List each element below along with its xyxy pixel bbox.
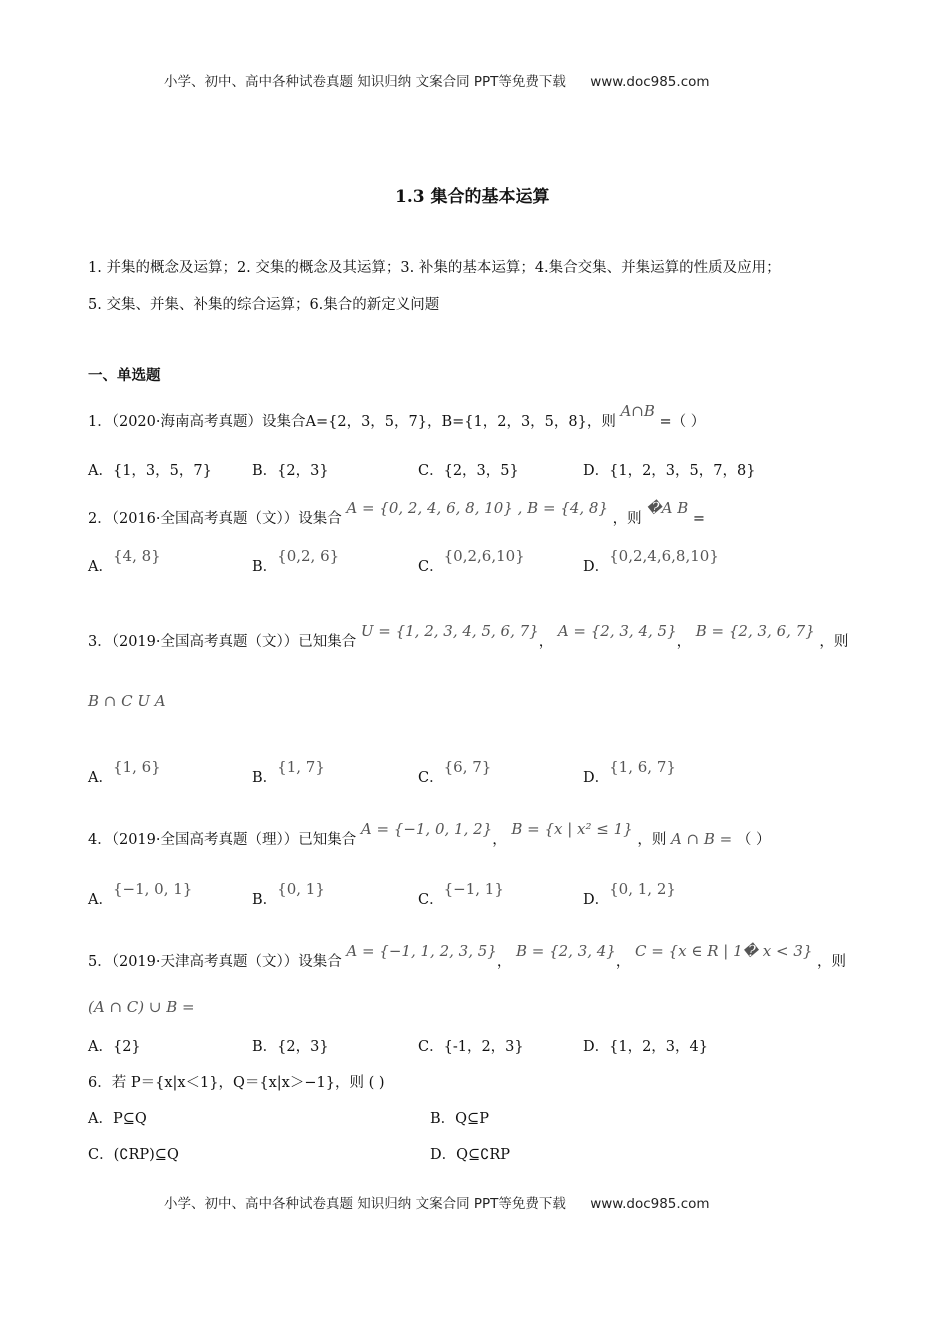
q4-option-a-label: A． xyxy=(88,892,113,908)
q1-stem-c: =（ ） xyxy=(659,414,706,430)
question-1-stem xyxy=(88,402,706,431)
q4-option-a-value: {−1, 0, 1} xyxy=(112,880,193,898)
question-2-stem xyxy=(88,499,706,528)
q5-math-3: C = {x ∈ R | 1� x < 3} xyxy=(634,942,813,960)
page-header xyxy=(164,70,710,90)
q4-math-2: B = {x | x² ≤ 1} xyxy=(511,820,633,838)
q2-option-c-label: C． xyxy=(418,559,444,575)
q1-math: A∩B xyxy=(620,402,655,420)
section-heading: 一、单选题 xyxy=(88,367,161,384)
q5-option-c[interactable]: C．{-1，2，3} xyxy=(418,1039,524,1055)
q3-stem-a: 3．（2019·全国高考真题（文））已知集合 xyxy=(88,634,357,650)
question-5-stem xyxy=(88,942,847,971)
q2-math-1: A = {0, 2, 4, 6, 8, 10} , B = {4, 8} xyxy=(346,499,609,517)
q4-option-c[interactable] xyxy=(418,880,504,909)
q2-option-b-value: {0,2, 6} xyxy=(277,547,340,565)
q4-option-c-value: {−1, 1} xyxy=(443,880,504,898)
q2-option-b[interactable] xyxy=(252,547,340,576)
q2-option-c[interactable] xyxy=(418,547,525,576)
q3-option-c[interactable] xyxy=(418,758,492,787)
q2-option-d[interactable] xyxy=(583,547,719,576)
q2-option-a-label: A． xyxy=(88,559,113,575)
q1-option-a[interactable]: A．{1，3，5，7} xyxy=(88,463,212,479)
q3-option-d[interactable] xyxy=(583,758,676,787)
q3-option-c-label: C． xyxy=(418,770,444,786)
q2-option-c-value: {0,2,6,10} xyxy=(443,547,525,565)
q2-stem-a: 2．（2016·全国高考真题（文））设集合 xyxy=(88,511,342,527)
q5-option-b[interactable]: B．{2，3} xyxy=(252,1039,329,1055)
q3-math-1: U = {1, 2, 3, 4, 5, 6, 7} xyxy=(360,622,539,640)
q3-option-d-value: {1, 6, 7} xyxy=(609,758,676,776)
q5-sep-2: ， xyxy=(615,954,631,970)
q5-math-2: B = {2, 3, 4} xyxy=(515,942,616,960)
q3-math-2: A = {2, 3, 4, 5} xyxy=(557,622,677,640)
q4-option-b[interactable] xyxy=(252,880,325,909)
q3-option-b-label: B． xyxy=(252,770,278,786)
q1-option-b[interactable]: B．{2，3} xyxy=(252,463,329,479)
footer-text: 小学、初中、高中各种试卷真题 知识归纳 文案合同 PPT等免费下载 xyxy=(164,1196,566,1212)
topics-line-2: 5. 交集、并集、补集的综合运算；6.集合的新定义问题 xyxy=(88,297,440,313)
q5-option-a[interactable]: A．{2} xyxy=(88,1039,141,1055)
q2-stem-c: = xyxy=(692,511,706,527)
footer-url[interactable]: www.doc985.com xyxy=(590,1196,710,1212)
question-6-stem: 6．若 P＝{x|x＜1}，Q＝{x|x＞−1}，则 ( ) xyxy=(88,1075,385,1091)
q4-stem-b: ，则 xyxy=(637,832,667,848)
q4-math-1: A = {−1, 0, 1, 2} xyxy=(360,820,493,838)
q2-option-a[interactable] xyxy=(88,547,161,576)
q1-stem-a: 1．（2020·海南高考真题）设集合 xyxy=(88,414,306,430)
q4-sep-1: ， xyxy=(492,832,507,848)
q2-option-a-value: {4, 8} xyxy=(112,547,161,565)
q1-option-c[interactable]: C．{2，3，5} xyxy=(418,463,519,479)
q1-stem-b: A={2，3，5，7}，B={1，2，3，5，8}，则 xyxy=(305,414,616,430)
q3-sep-1: ， xyxy=(538,634,554,650)
q3-option-a[interactable] xyxy=(88,758,161,787)
q5-expression: (A ∩ C) ∪ B = xyxy=(88,998,195,1016)
question-3-stem xyxy=(88,622,849,651)
header-url[interactable]: www.doc985.com xyxy=(590,74,710,90)
q3-option-d-label: D． xyxy=(583,770,610,786)
q3-option-a-label: A． xyxy=(88,770,113,786)
q4-option-b-value: {0, 1} xyxy=(277,880,325,898)
q3-option-b-value: {1, 7} xyxy=(277,758,325,776)
q5-stem-b: ，则 xyxy=(817,954,847,970)
q3-option-b[interactable] xyxy=(252,758,325,787)
q6-option-d[interactable]: D．Q⊆∁RP xyxy=(430,1147,511,1163)
q2-option-b-label: B． xyxy=(252,559,278,575)
q3-math-3: B = {2, 3, 6, 7} xyxy=(695,622,815,640)
topics-line-1: 1. 并集的概念及运算；2. 交集的概念及其运算；3. 补集的基本运算；4.集合交集、并集运算的性质及应用； xyxy=(88,260,781,276)
q3-option-a-value: {1, 6} xyxy=(112,758,161,776)
q2-math-2: �A B xyxy=(646,499,689,517)
page-title: 1.3 集合的基本运算 xyxy=(395,187,550,207)
q3-expression: B ∩ C U A xyxy=(88,692,166,710)
q3-sep-2: ， xyxy=(676,634,692,650)
q4-option-b-label: B． xyxy=(252,892,278,908)
q4-option-c-label: C． xyxy=(418,892,444,908)
q3-option-c-value: {6, 7} xyxy=(443,758,492,776)
q5-option-d[interactable]: D．{1，2，3，4} xyxy=(583,1039,708,1055)
q6-option-b[interactable]: B．Q⊆P xyxy=(430,1111,489,1127)
q5-stem-a: 5．（2019·天津高考真题（文））设集合 xyxy=(88,954,342,970)
q4-option-d[interactable] xyxy=(583,880,676,909)
q2-option-d-label: D． xyxy=(583,559,610,575)
question-4-stem xyxy=(88,820,771,849)
q6-option-a[interactable]: A．P⊆Q xyxy=(88,1111,147,1127)
q3-stem-b: ，则 xyxy=(819,634,849,650)
q2-stem-b: ，则 xyxy=(612,511,642,527)
q4-option-a[interactable] xyxy=(88,880,193,909)
header-text: 小学、初中、高中各种试卷真题 知识归纳 文案合同 PPT等免费下载 xyxy=(164,74,566,90)
q4-stem-a: 4．（2019·全国高考真题（理））已知集合 xyxy=(88,832,357,848)
q4-option-d-value: {0, 1, 2} xyxy=(609,880,676,898)
q6-option-c[interactable]: C．(∁RP)⊆Q xyxy=(88,1147,179,1163)
q5-sep-1: ， xyxy=(496,954,512,970)
q4-stem-c: （ ） xyxy=(736,832,771,848)
q5-math-1: A = {−1, 1, 2, 3, 5} xyxy=(346,942,497,960)
page-footer xyxy=(164,1192,710,1212)
q1-option-d[interactable]: D．{1，2，3，5，7，8} xyxy=(583,463,756,479)
q4-math-3: A ∩ B = xyxy=(670,830,733,848)
q4-option-d-label: D． xyxy=(583,892,610,908)
q2-option-d-value: {0,2,4,6,8,10} xyxy=(609,547,719,565)
